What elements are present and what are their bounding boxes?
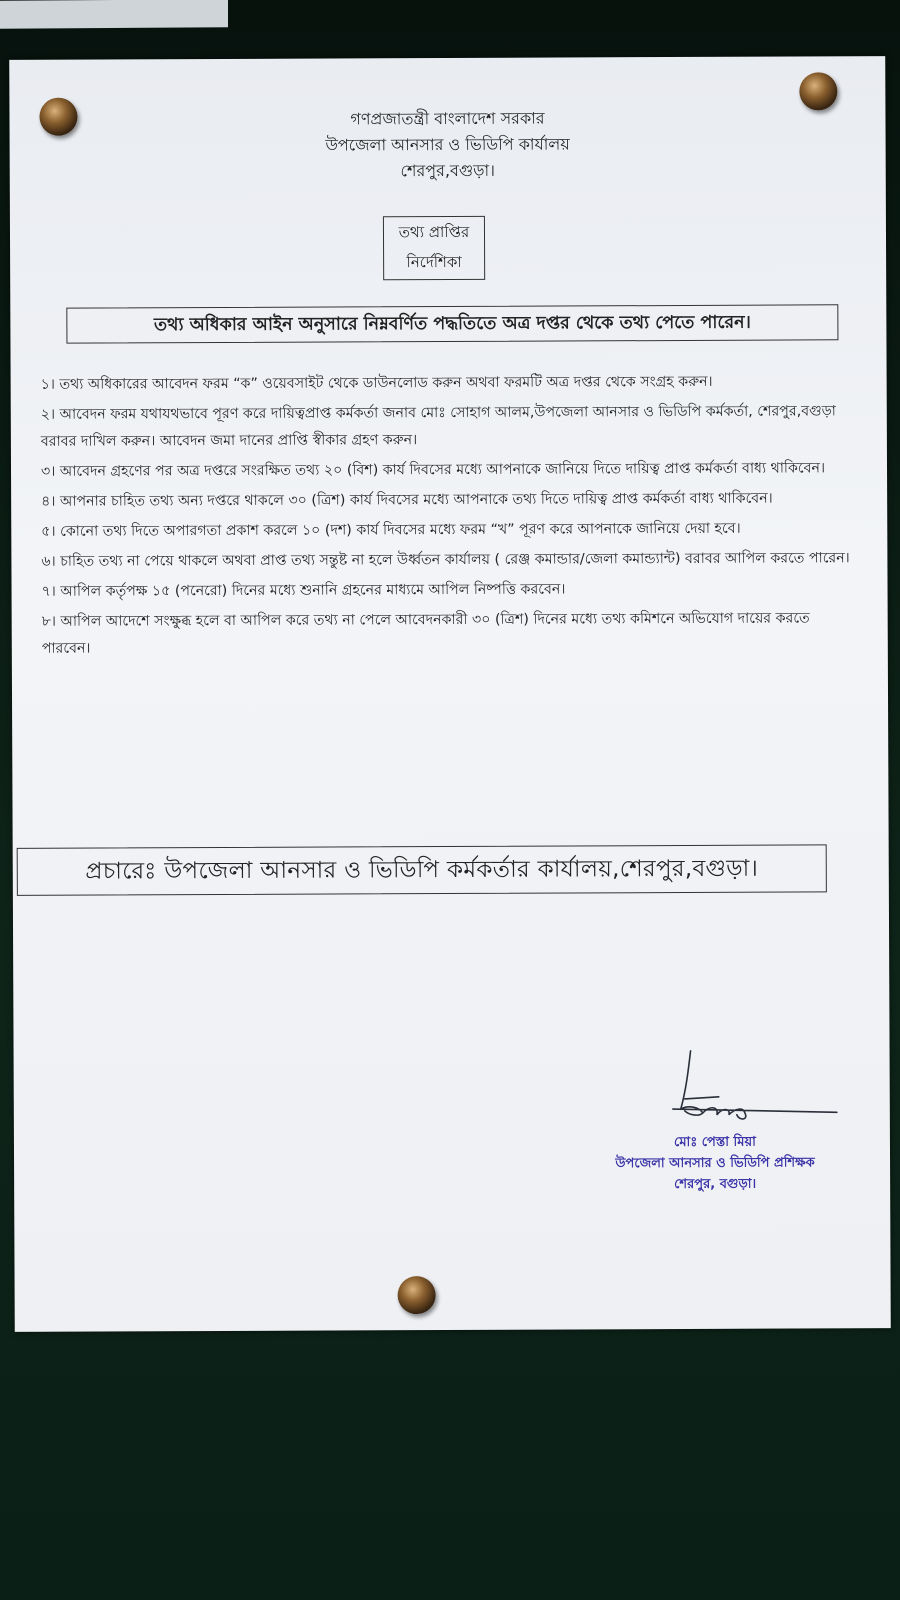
- step-text: আবেদন ফরম যথাযথভাবে পূরণ করে দায়িত্বপ্রাপ্ত কর্মকর্তা জনাব মোঃ সোহাগ আলম,উপজেলা আনসার ও ভিডিপি কর্মকর্তা, শেরপুর,বগুড়া বরাবর দাখিল করুন। আবেদন জমা দানের প্রাপ্তি স্বীকার গ্রহণ করুন।: [40, 403, 836, 450]
- list-item: [41, 515, 851, 546]
- notice-sheet: [9, 56, 891, 1332]
- seal-name: মোঃ পেস্তা মিয়া: [674, 1134, 756, 1151]
- step-number: ৭।: [41, 583, 56, 600]
- step-number: ৫।: [41, 523, 56, 540]
- seal-location: শেরপুর, বগুড়া।: [674, 1176, 757, 1193]
- list-item: [41, 545, 851, 576]
- pushpin-icon: [398, 1276, 436, 1314]
- step-number: ১।: [40, 376, 55, 393]
- step-number: ৬।: [41, 553, 56, 570]
- step-text: আবেদন গ্রহণের পর অত্র দপ্তরে সংরক্ষিত তথ্য ২০ (বিশ) কার্য দিবসের মধ্যে আপনাকে জানিয়ে দিতে দায়িত্ব প্রাপ্ত কর্মকর্তা বাধ্য থাকিবেন।: [59, 460, 826, 480]
- procedure-list: [41, 368, 852, 666]
- step-number: ৪।: [41, 493, 56, 510]
- list-item: [41, 398, 851, 456]
- seal-designation: উপজেলা আনসার ও ভিডিপি প্রশিক্ষক: [615, 1155, 815, 1172]
- step-text: আপিল কর্তৃপক্ষ ১৫ (পনেরো) দিনের মধ্যে শুনানি গ্রহনের মাধ্যমে আপিল নিষ্পত্তি করবেন।: [60, 581, 566, 600]
- office-header: [9, 104, 885, 186]
- step-text: আপিল আদেশে সংক্ষুব্ধ হলে বা আপিল করে তথ্য না পেলে আবেদনকারী ৩০ (ত্রিশ) দিনের মধ্যে তথ্য কমিশনে অভিযোগ দায়ের করতে পারবেন।: [41, 610, 810, 657]
- list-item: [41, 368, 851, 399]
- step-text: চাহিত তথ্য না পেয়ে থাকলে অথবা প্রাপ্ত তথ্য সন্তুষ্ট না হলে উর্ধ্বতন কার্যালয় ( রেঞ্জ কমান্ডার/জেলা কমান্ড্যান্ট) বরাবর আপিল করতে পারেন।: [60, 550, 850, 570]
- header-line-3: শেরপুর,বগুড়া।: [400, 160, 495, 181]
- header-line-2: উপজেলা আনসার ও ভিডিপি কার্যালয়: [325, 134, 570, 155]
- step-text: আপনার চাহিত তথ্য অন্য দপ্তরে থাকলে ৩০ (ত্রিশ) কার্য দিবসের মধ্যে আপনাকে তথ্য দিতে দায়িত্ব প্রাপ্ত কর্মকর্তা বাধ্য থাকিবেন।: [59, 490, 773, 510]
- step-text: তথ্য অধিকারের আবেদন ফরম “ক” ওয়েবসাইট থেকে ডাউনলোড করুন অথবা ফরমটি অত্র দপ্তর থেকে সংগ্রহ করুন।: [59, 373, 713, 393]
- header-line-1: গণপ্রজাতন্ত্রী বাংলাদেশ সরকার: [350, 108, 545, 129]
- paper-scrap: [0, 0, 228, 29]
- guide-title-line-2: নির্দেশিকা: [406, 252, 462, 272]
- official-seal: [610, 1131, 820, 1195]
- step-text: কোনো তথ্য দিতে অপারগতা প্রকাশ করলে ১০ (দশ) কার্য দিবসের মধ্যে ফরম “খ” পূরণ করে আপনাকে জানিয়ে দেয়া হবে।: [60, 520, 741, 540]
- list-item: [41, 455, 851, 486]
- lead-statement: তথ্য অধিকার আইন অনুসারে নিম্নবর্ণিত পদ্ধতিতে অত্র দপ্তর থেকে তথ্য পেতে পারেন।: [66, 304, 838, 343]
- list-item: [41, 485, 851, 516]
- step-number: ২।: [40, 406, 56, 423]
- handwritten-signature: [659, 1046, 839, 1127]
- guide-title-box: [383, 216, 485, 280]
- guide-title-line-1: তথ্য প্রাপ্তির: [398, 222, 470, 242]
- list-item: [42, 605, 852, 663]
- list-item: [41, 575, 851, 606]
- step-number: ৩।: [40, 463, 56, 480]
- publicity-footer: প্রচারেঃ উপজেলা আনসার ও ভিডিপি কর্মকর্তার কার্যালয়,শেরপুর,বগুড়া।: [17, 844, 827, 896]
- step-number: ৮।: [41, 613, 56, 630]
